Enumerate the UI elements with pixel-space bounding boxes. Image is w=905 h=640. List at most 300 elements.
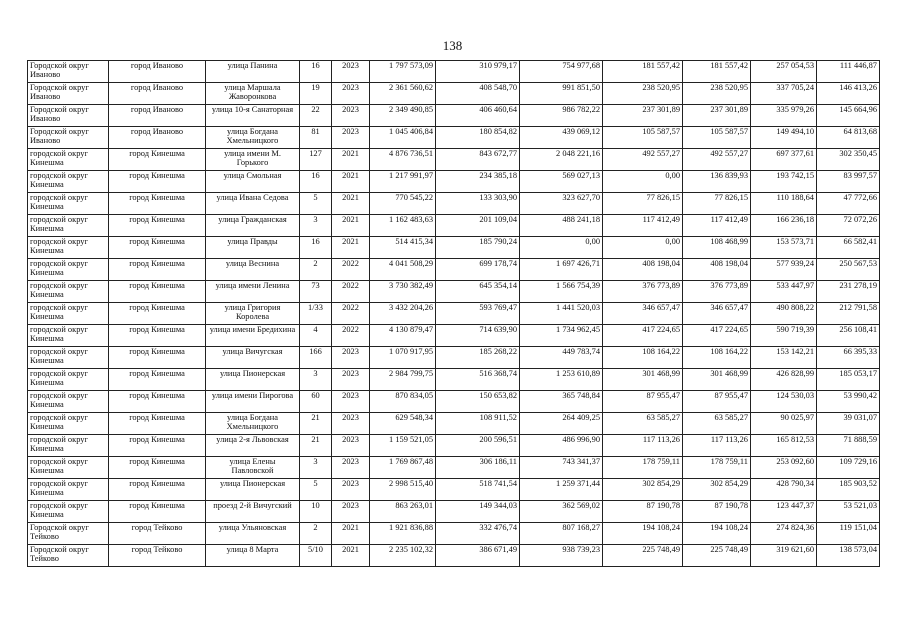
cell-value-4: 63 585,27 <box>603 413 683 435</box>
cell-house-number: 4 <box>300 325 332 347</box>
cell-value-6: 590 719,39 <box>751 325 817 347</box>
cell-value-2: 133 303,90 <box>436 193 520 215</box>
cell-city: город Тейково <box>109 545 206 567</box>
cell-district: городской округ Кинешма <box>28 171 109 193</box>
cell-value-6: 257 054,53 <box>751 61 817 83</box>
cell-house-number: 10 <box>300 501 332 523</box>
table-row <box>28 325 880 347</box>
cell-house-number: 22 <box>300 105 332 127</box>
cell-district: городской округ Кинешма <box>28 391 109 413</box>
cell-value-2: 200 596,51 <box>436 435 520 457</box>
cell-value-7: 66 582,41 <box>817 237 880 259</box>
cell-value-3: 323 627,70 <box>520 193 603 215</box>
cell-value-2: 149 344,03 <box>436 501 520 523</box>
cell-value-4: 178 759,11 <box>603 457 683 479</box>
cell-district: Городской округ Иваново <box>28 105 109 127</box>
cell-value-7: 66 395,33 <box>817 347 880 369</box>
cell-street: улица Смольная <box>206 171 300 193</box>
cell-house-number: 3 <box>300 369 332 391</box>
cell-district: Городской округ Иваново <box>28 83 109 105</box>
cell-year: 2023 <box>332 369 370 391</box>
cell-district: городской округ Кинешма <box>28 435 109 457</box>
table-row <box>28 127 880 149</box>
housing-register-table <box>27 60 880 567</box>
cell-year: 2022 <box>332 281 370 303</box>
cell-year: 2022 <box>332 259 370 281</box>
cell-district: городской округ Кинешма <box>28 281 109 303</box>
cell-city: город Иваново <box>109 61 206 83</box>
cell-total-cost: 3 730 382,49 <box>370 281 436 303</box>
table-row <box>28 83 880 105</box>
cell-city: город Кинешма <box>109 435 206 457</box>
cell-value-6: 153 142,21 <box>751 347 817 369</box>
cell-value-2: 332 476,74 <box>436 523 520 545</box>
cell-city: город Кинешма <box>109 259 206 281</box>
cell-value-3: 1 566 754,39 <box>520 281 603 303</box>
cell-city: город Кинешма <box>109 501 206 523</box>
cell-value-2: 150 653,82 <box>436 391 520 413</box>
cell-value-4: 492 557,27 <box>603 149 683 171</box>
cell-value-6: 426 828,99 <box>751 369 817 391</box>
table-row <box>28 61 880 83</box>
cell-value-6: 577 939,24 <box>751 259 817 281</box>
cell-value-7: 109 729,16 <box>817 457 880 479</box>
table-row <box>28 171 880 193</box>
cell-street: улица Богдана Хмельницкого <box>206 127 300 149</box>
table-row <box>28 391 880 413</box>
cell-year: 2021 <box>332 237 370 259</box>
cell-value-5: 108 468,99 <box>683 237 751 259</box>
table-row <box>28 347 880 369</box>
cell-total-cost: 3 432 204,26 <box>370 303 436 325</box>
table-row <box>28 237 880 259</box>
cell-value-2: 593 769,47 <box>436 303 520 325</box>
cell-district: городской округ Кинешма <box>28 149 109 171</box>
cell-value-3: 991 851,50 <box>520 83 603 105</box>
cell-house-number: 5 <box>300 193 332 215</box>
cell-year: 2023 <box>332 347 370 369</box>
cell-value-7: 138 573,04 <box>817 545 880 567</box>
cell-total-cost: 870 834,05 <box>370 391 436 413</box>
cell-total-cost: 2 998 515,40 <box>370 479 436 501</box>
cell-total-cost: 863 263,01 <box>370 501 436 523</box>
cell-street: улица Правды <box>206 237 300 259</box>
cell-value-4: 238 520,95 <box>603 83 683 105</box>
cell-value-2: 185 790,24 <box>436 237 520 259</box>
cell-district: городской округ Кинешма <box>28 193 109 215</box>
table-row <box>28 457 880 479</box>
cell-year: 2021 <box>332 171 370 193</box>
table-row <box>28 369 880 391</box>
cell-value-6: 490 808,22 <box>751 303 817 325</box>
cell-value-2: 310 979,17 <box>436 61 520 83</box>
cell-value-5: 87 955,47 <box>683 391 751 413</box>
cell-city: город Кинешма <box>109 479 206 501</box>
cell-value-4: 108 164,22 <box>603 347 683 369</box>
cell-value-7: 119 151,04 <box>817 523 880 545</box>
cell-total-cost: 1 045 406,84 <box>370 127 436 149</box>
cell-street: проезд 2-й Вичугский <box>206 501 300 523</box>
cell-value-5: 178 759,11 <box>683 457 751 479</box>
cell-district: городской округ Кинешма <box>28 325 109 347</box>
cell-street: улица 8 Марта <box>206 545 300 567</box>
cell-city: город Кинешма <box>109 303 206 325</box>
cell-district: городской округ Кинешма <box>28 303 109 325</box>
cell-value-5: 346 657,47 <box>683 303 751 325</box>
cell-house-number: 3 <box>300 215 332 237</box>
cell-city: город Кинешма <box>109 369 206 391</box>
cell-value-7: 71 888,59 <box>817 435 880 457</box>
cell-value-3: 743 341,37 <box>520 457 603 479</box>
cell-value-6: 193 742,15 <box>751 171 817 193</box>
cell-value-6: 697 377,61 <box>751 149 817 171</box>
cell-value-5: 194 108,24 <box>683 523 751 545</box>
cell-value-6: 165 812,53 <box>751 435 817 457</box>
cell-value-4: 346 657,47 <box>603 303 683 325</box>
cell-value-6: 110 188,64 <box>751 193 817 215</box>
cell-year: 2023 <box>332 83 370 105</box>
cell-total-cost: 4 041 508,29 <box>370 259 436 281</box>
cell-house-number: 5 <box>300 479 332 501</box>
table-row <box>28 501 880 523</box>
cell-value-4: 194 108,24 <box>603 523 683 545</box>
cell-value-2: 306 186,11 <box>436 457 520 479</box>
cell-value-2: 406 460,64 <box>436 105 520 127</box>
cell-value-6: 335 979,26 <box>751 105 817 127</box>
cell-year: 2023 <box>332 457 370 479</box>
cell-street: улица Ульяновская <box>206 523 300 545</box>
cell-value-4: 0,00 <box>603 171 683 193</box>
cell-value-6: 253 092,60 <box>751 457 817 479</box>
cell-value-5: 376 773,89 <box>683 281 751 303</box>
cell-value-5: 108 164,22 <box>683 347 751 369</box>
cell-city: город Кинешма <box>109 457 206 479</box>
cell-house-number: 166 <box>300 347 332 369</box>
cell-year: 2023 <box>332 501 370 523</box>
cell-value-3: 1 734 962,45 <box>520 325 603 347</box>
cell-year: 2021 <box>332 545 370 567</box>
cell-district: Городской округ Иваново <box>28 61 109 83</box>
cell-value-3: 2 048 221,16 <box>520 149 603 171</box>
table-row <box>28 545 880 567</box>
cell-street: улица имени М. Горького <box>206 149 300 171</box>
cell-value-3: 754 977,68 <box>520 61 603 83</box>
cell-total-cost: 4 130 879,47 <box>370 325 436 347</box>
table-row <box>28 149 880 171</box>
cell-house-number: 5/10 <box>300 545 332 567</box>
cell-house-number: 81 <box>300 127 332 149</box>
cell-value-6: 153 573,71 <box>751 237 817 259</box>
table-row <box>28 105 880 127</box>
cell-total-cost: 2 361 560,62 <box>370 83 436 105</box>
cell-house-number: 127 <box>300 149 332 171</box>
cell-value-7: 302 350,45 <box>817 149 880 171</box>
cell-value-4: 87 190,78 <box>603 501 683 523</box>
cell-total-cost: 2 235 102,32 <box>370 545 436 567</box>
cell-year: 2023 <box>332 391 370 413</box>
cell-street: улица Веснина <box>206 259 300 281</box>
cell-value-4: 302 854,29 <box>603 479 683 501</box>
cell-value-4: 301 468,99 <box>603 369 683 391</box>
cell-value-5: 408 198,04 <box>683 259 751 281</box>
cell-value-2: 408 548,70 <box>436 83 520 105</box>
cell-city: город Кинешма <box>109 391 206 413</box>
cell-total-cost: 1 070 917,95 <box>370 347 436 369</box>
cell-value-2: 843 672,77 <box>436 149 520 171</box>
cell-value-3: 365 748,84 <box>520 391 603 413</box>
cell-value-4: 117 412,49 <box>603 215 683 237</box>
cell-district: городской округ Кинешма <box>28 413 109 435</box>
cell-value-7: 39 031,07 <box>817 413 880 435</box>
cell-street: улица Панина <box>206 61 300 83</box>
cell-value-7: 212 791,58 <box>817 303 880 325</box>
cell-value-5: 105 587,57 <box>683 127 751 149</box>
cell-house-number: 16 <box>300 171 332 193</box>
cell-value-6: 124 530,03 <box>751 391 817 413</box>
cell-value-7: 111 446,87 <box>817 61 880 83</box>
cell-value-3: 1 441 520,03 <box>520 303 603 325</box>
cell-value-2: 108 911,52 <box>436 413 520 435</box>
cell-value-5: 63 585,27 <box>683 413 751 435</box>
table-body <box>28 61 880 567</box>
cell-value-5: 238 520,95 <box>683 83 751 105</box>
cell-value-3: 439 069,12 <box>520 127 603 149</box>
cell-value-2: 645 354,14 <box>436 281 520 303</box>
cell-total-cost: 1 159 521,05 <box>370 435 436 457</box>
cell-total-cost: 629 548,34 <box>370 413 436 435</box>
cell-value-2: 516 368,74 <box>436 369 520 391</box>
cell-district: городской округ Кинешма <box>28 259 109 281</box>
cell-value-6: 90 025,97 <box>751 413 817 435</box>
cell-value-5: 181 557,42 <box>683 61 751 83</box>
cell-total-cost: 2 349 490,85 <box>370 105 436 127</box>
cell-district: городской округ Кинешма <box>28 457 109 479</box>
cell-value-3: 264 409,25 <box>520 413 603 435</box>
cell-year: 2023 <box>332 479 370 501</box>
cell-value-4: 77 826,15 <box>603 193 683 215</box>
cell-street: улица 10-я Санаторная <box>206 105 300 127</box>
cell-street: улица Григория Королева <box>206 303 300 325</box>
cell-district: городской округ Кинешма <box>28 347 109 369</box>
cell-house-number: 73 <box>300 281 332 303</box>
cell-value-7: 53 521,03 <box>817 501 880 523</box>
cell-value-5: 237 301,89 <box>683 105 751 127</box>
cell-value-7: 145 664,96 <box>817 105 880 127</box>
cell-city: город Кинешма <box>109 281 206 303</box>
cell-street: улица имени Ленина <box>206 281 300 303</box>
cell-value-6: 166 236,18 <box>751 215 817 237</box>
cell-value-6: 319 621,60 <box>751 545 817 567</box>
cell-city: город Иваново <box>109 127 206 149</box>
cell-district: городской округ Кинешма <box>28 479 109 501</box>
cell-district: Городской округ Иваново <box>28 127 109 149</box>
table-row <box>28 523 880 545</box>
cell-value-4: 0,00 <box>603 237 683 259</box>
table-row <box>28 303 880 325</box>
cell-house-number: 2 <box>300 259 332 281</box>
cell-district: Городской округ Тейково <box>28 523 109 545</box>
cell-year: 2023 <box>332 105 370 127</box>
cell-street: улица Ивана Седова <box>206 193 300 215</box>
cell-value-3: 449 783,74 <box>520 347 603 369</box>
cell-street: улица Пионерская <box>206 369 300 391</box>
cell-city: город Кинешма <box>109 237 206 259</box>
cell-street: улица Пионерская <box>206 479 300 501</box>
cell-value-4: 225 748,49 <box>603 545 683 567</box>
cell-year: 2021 <box>332 193 370 215</box>
cell-value-7: 185 903,52 <box>817 479 880 501</box>
cell-value-5: 301 468,99 <box>683 369 751 391</box>
cell-house-number: 21 <box>300 435 332 457</box>
cell-total-cost: 4 876 736,51 <box>370 149 436 171</box>
cell-value-3: 486 996,90 <box>520 435 603 457</box>
cell-district: Городской округ Тейково <box>28 545 109 567</box>
cell-value-3: 1 253 610,89 <box>520 369 603 391</box>
cell-house-number: 1/33 <box>300 303 332 325</box>
table-row <box>28 215 880 237</box>
cell-value-6: 274 824,36 <box>751 523 817 545</box>
cell-street: улица Вичугская <box>206 347 300 369</box>
cell-year: 2023 <box>332 61 370 83</box>
cell-value-4: 417 224,65 <box>603 325 683 347</box>
cell-value-7: 146 413,26 <box>817 83 880 105</box>
cell-value-7: 64 813,68 <box>817 127 880 149</box>
cell-year: 2021 <box>332 149 370 171</box>
cell-value-5: 302 854,29 <box>683 479 751 501</box>
cell-value-6: 149 494,10 <box>751 127 817 149</box>
cell-city: город Кинешма <box>109 325 206 347</box>
cell-district: городской округ Кинешма <box>28 501 109 523</box>
cell-city: город Тейково <box>109 523 206 545</box>
cell-city: город Кинешма <box>109 193 206 215</box>
cell-total-cost: 1 769 867,48 <box>370 457 436 479</box>
cell-value-2: 201 109,04 <box>436 215 520 237</box>
cell-value-7: 83 997,57 <box>817 171 880 193</box>
cell-value-5: 117 412,49 <box>683 215 751 237</box>
cell-value-7: 47 772,66 <box>817 193 880 215</box>
cell-district: городской округ Кинешма <box>28 215 109 237</box>
cell-value-7: 231 278,19 <box>817 281 880 303</box>
cell-street: улица 2-я Львовская <box>206 435 300 457</box>
table-row <box>28 413 880 435</box>
cell-street: улица Богдана Хмельницкого <box>206 413 300 435</box>
cell-year: 2022 <box>332 325 370 347</box>
cell-value-2: 180 854,82 <box>436 127 520 149</box>
cell-value-3: 807 168,27 <box>520 523 603 545</box>
cell-city: город Кинешма <box>109 215 206 237</box>
cell-house-number: 3 <box>300 457 332 479</box>
cell-year: 2023 <box>332 435 370 457</box>
cell-total-cost: 1 162 483,63 <box>370 215 436 237</box>
cell-value-2: 185 268,22 <box>436 347 520 369</box>
cell-street: улица Маршала Жаворонкова <box>206 83 300 105</box>
cell-value-3: 1 259 371,44 <box>520 479 603 501</box>
cell-value-6: 428 790,34 <box>751 479 817 501</box>
cell-total-cost: 1 797 573,09 <box>370 61 436 83</box>
cell-value-3: 986 782,22 <box>520 105 603 127</box>
cell-value-4: 376 773,89 <box>603 281 683 303</box>
cell-value-2: 518 741,54 <box>436 479 520 501</box>
cell-house-number: 21 <box>300 413 332 435</box>
cell-district: городской округ Кинешма <box>28 369 109 391</box>
cell-house-number: 2 <box>300 523 332 545</box>
cell-city: город Иваново <box>109 105 206 127</box>
cell-value-5: 77 826,15 <box>683 193 751 215</box>
cell-value-3: 0,00 <box>520 237 603 259</box>
cell-value-5: 117 113,26 <box>683 435 751 457</box>
cell-value-2: 699 178,74 <box>436 259 520 281</box>
cell-street: улица имени Пирогова <box>206 391 300 413</box>
cell-street: улица Елены Павловской <box>206 457 300 479</box>
cell-value-2: 386 671,49 <box>436 545 520 567</box>
cell-city: город Кинешма <box>109 347 206 369</box>
cell-value-6: 337 705,24 <box>751 83 817 105</box>
cell-value-3: 938 739,23 <box>520 545 603 567</box>
cell-total-cost: 2 984 799,75 <box>370 369 436 391</box>
cell-value-4: 117 113,26 <box>603 435 683 457</box>
table-row <box>28 193 880 215</box>
cell-value-3: 362 569,02 <box>520 501 603 523</box>
table-row <box>28 259 880 281</box>
cell-street: улица имени Бредихина <box>206 325 300 347</box>
cell-value-5: 136 839,93 <box>683 171 751 193</box>
cell-value-7: 72 072,26 <box>817 215 880 237</box>
cell-value-4: 105 587,57 <box>603 127 683 149</box>
cell-value-5: 417 224,65 <box>683 325 751 347</box>
cell-value-6: 533 447,97 <box>751 281 817 303</box>
cell-value-7: 250 567,53 <box>817 259 880 281</box>
cell-year: 2023 <box>332 127 370 149</box>
cell-value-4: 181 557,42 <box>603 61 683 83</box>
cell-city: город Кинешма <box>109 413 206 435</box>
cell-year: 2022 <box>332 303 370 325</box>
cell-value-7: 53 990,42 <box>817 391 880 413</box>
cell-value-7: 256 108,41 <box>817 325 880 347</box>
cell-value-3: 488 241,18 <box>520 215 603 237</box>
cell-house-number: 16 <box>300 237 332 259</box>
cell-year: 2023 <box>332 413 370 435</box>
table-row <box>28 479 880 501</box>
cell-value-2: 234 385,18 <box>436 171 520 193</box>
cell-total-cost: 514 415,34 <box>370 237 436 259</box>
cell-house-number: 60 <box>300 391 332 413</box>
cell-street: улица Гражданская <box>206 215 300 237</box>
cell-city: город Кинешма <box>109 171 206 193</box>
cell-city: город Иваново <box>109 83 206 105</box>
cell-year: 2021 <box>332 523 370 545</box>
cell-district: городской округ Кинешма <box>28 237 109 259</box>
cell-value-5: 87 190,78 <box>683 501 751 523</box>
cell-value-2: 714 639,90 <box>436 325 520 347</box>
page-number: 138 <box>442 38 463 53</box>
cell-total-cost: 1 217 991,97 <box>370 171 436 193</box>
cell-total-cost: 770 545,22 <box>370 193 436 215</box>
cell-total-cost: 1 921 836,88 <box>370 523 436 545</box>
cell-value-4: 237 301,89 <box>603 105 683 127</box>
cell-house-number: 19 <box>300 83 332 105</box>
cell-year: 2021 <box>332 215 370 237</box>
cell-value-6: 123 447,37 <box>751 501 817 523</box>
cell-city: город Кинешма <box>109 149 206 171</box>
table-row <box>28 281 880 303</box>
table-row <box>28 435 880 457</box>
cell-value-4: 408 198,04 <box>603 259 683 281</box>
cell-value-3: 569 027,13 <box>520 171 603 193</box>
cell-house-number: 16 <box>300 61 332 83</box>
cell-value-5: 492 557,27 <box>683 149 751 171</box>
cell-value-3: 1 697 426,71 <box>520 259 603 281</box>
cell-value-4: 87 955,47 <box>603 391 683 413</box>
